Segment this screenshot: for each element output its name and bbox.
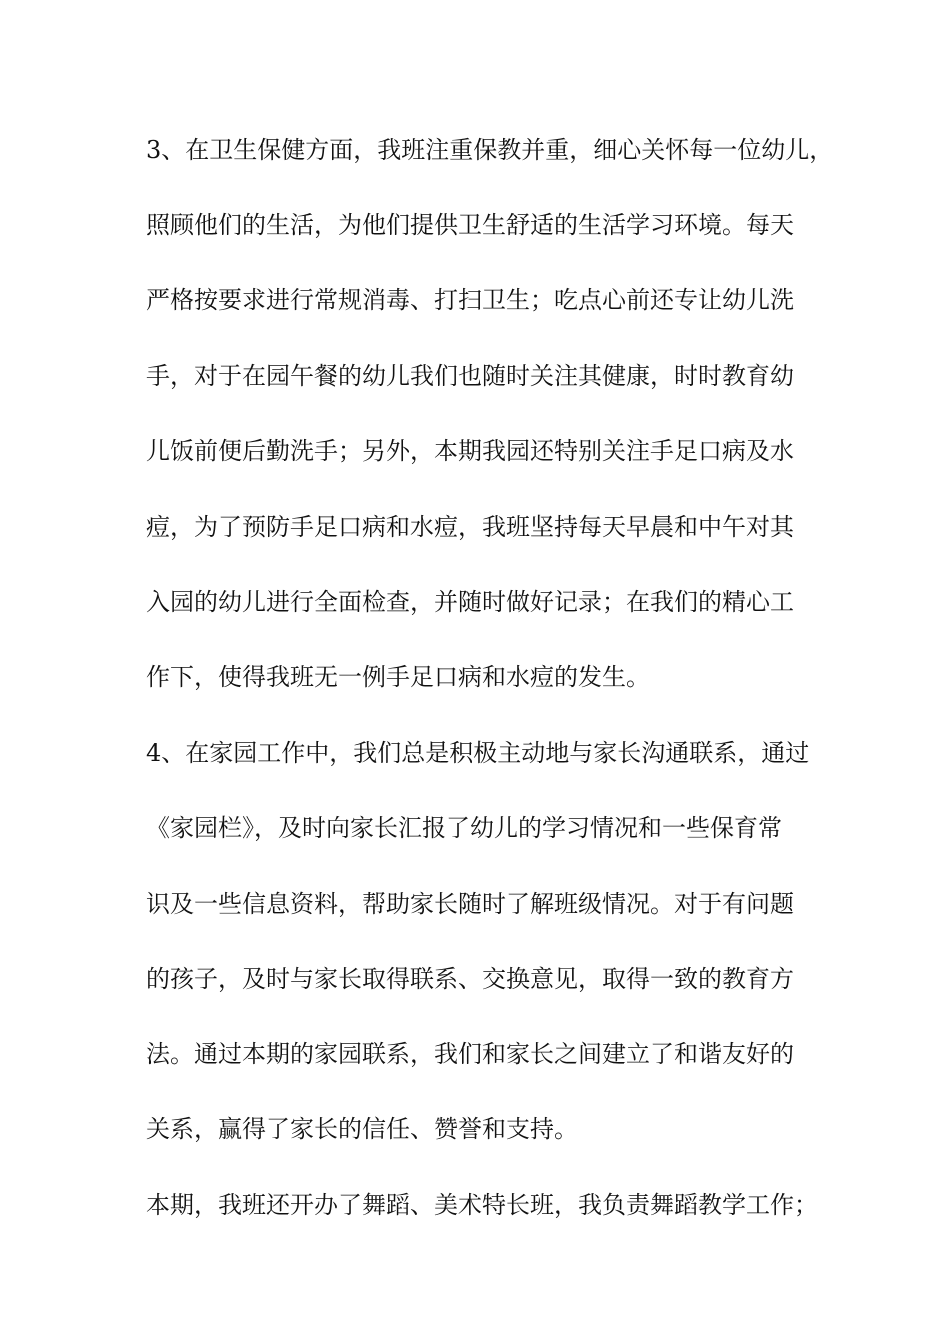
text-line: 照顾他们的生活，为他们提供卫生舒适的生活学习环境。每天 [146,211,794,239]
text-line: 本期，我班还开办了舞蹈、美术特长班，我负责舞蹈教学工作； [146,1191,818,1219]
text-line: 痘，为了预防手足口病和水痘，我班坚持每天早晨和中午对其 [146,513,794,541]
text-line: 作下，使得我班无一例手足口病和水痘的发生。 [146,663,650,691]
text-line: 《家园栏》，及时向家长汇报了幼儿的学习情况和一些保育常 [146,814,782,842]
text-line: 识及一些信息资料，帮助家长随时了解班级情况。对于有问题 [146,890,794,918]
text-line: 关系，赢得了家长的信任、赞誉和支持。 [146,1115,578,1143]
text-line: 4、在家园工作中，我们总是积极主动地与家长沟通联系，通过 [146,739,810,767]
text-line: 手，对于在园午餐的幼儿我们也随时关注其健康，时时教育幼 [146,362,794,390]
text-line: 入园的幼儿进行全面检查，并随时做好记录；在我们的精心工 [146,588,794,616]
text-line: 3、在卫生保健方面，我班注重保教并重，细心关怀每一位幼儿， [146,136,834,164]
text-line: 的孩子，及时与家长取得联系、交换意见，取得一致的教育方 [146,965,794,993]
text-line: 法。通过本期的家园联系，我们和家长之间建立了和谐友好的 [146,1040,794,1068]
text-line: 严格按要求进行常规消毒、打扫卫生；吃点心前还专让幼儿洗 [146,286,794,314]
text-line: 儿饭前便后勤洗手；另外，本期我园还特别关注手足口病及水 [146,437,794,465]
